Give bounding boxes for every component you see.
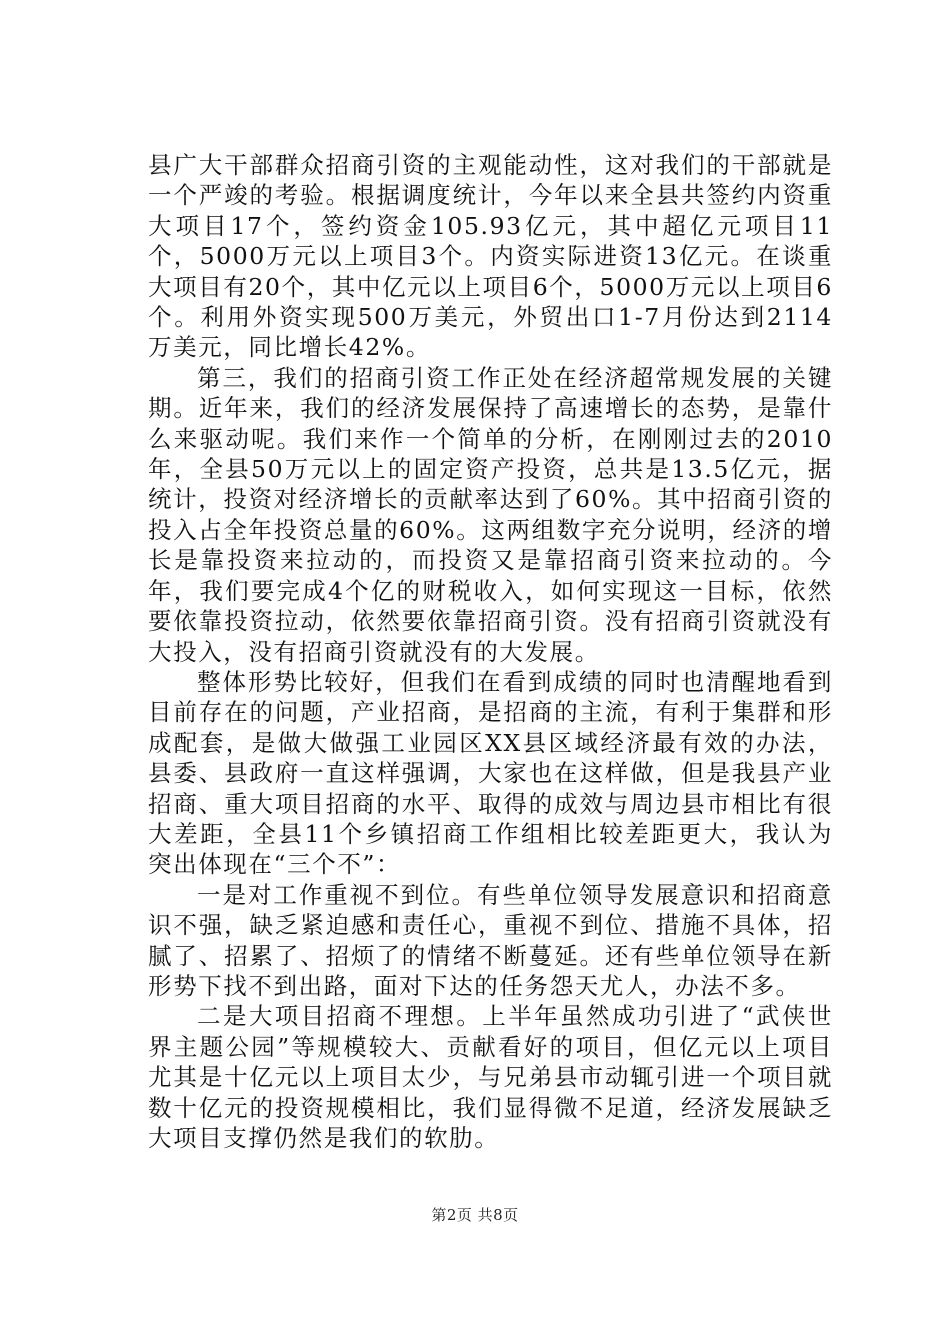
paragraph-3: 整体形势比较好，但我们在看到成绩的同时也清醒地看到目前存在的问题，产业招商，是招商的主流，有利于集群和形成配套，是做大做强工业园区XX县区域经济最有效的办法，县委、县政府一直这样强调，大家也在这样做，但是我县产业招商、重大项目招商的水平、取得的成效与周边县市相比有很大差距，全县11个乡镇招商工作组相比较差距更大，我认为突出体现在“三个不”： — [148, 667, 833, 879]
document-body — [148, 150, 833, 1153]
paragraph-1: 县广大干部群众招商引资的主观能动性，这对我们的干部就是一个严竣的考验。根据调度统计，今年以来全县共签约内资重大项目17个，签约资金105.93亿元，其中超亿元项目11个，5000万元以上项目3个。内资实际进资13亿元。在谈重大项目有20个，其中亿元以上项目6个，5000万元以上项目6个。利用外资实现500万美元，外贸出口1-7月份达到2114万美元，同比增长42%。 — [148, 151, 833, 362]
paragraph-5: 二是大项目招商不理想。上半年虽然成功引进了“武侠世界主题公园”等规模较大、贡献看好的项目，但亿元以上项目尤其是十亿元以上项目太少，与兄弟县市动辄引进一个项目就数十亿元的投资规模相比，我们显得微不足道，经济发展缺乏大项目支撑仍然是我们的软肋。 — [148, 1002, 833, 1152]
paragraph-4: 一是对工作重视不到位。有些单位领导发展意识和招商意识不强，缺乏紧迫感和责任心，重视不到位、措施不具体，招腻了、招累了、招烦了的情绪不断蔓延。还有些单位领导在新形势下找不到出路，面对下达的任务怨天尤人，办法不多。 — [148, 880, 833, 1000]
page-footer — [0, 1204, 950, 1225]
paragraph-2: 第三，我们的招商引资工作正处在经济超常规发展的关键期。近年来，我们的经济发展保持了高速增长的态势，是靠什么来驱动呢。我们来作一个简单的分析，在刚刚过去的2010年，全县50万元以上的固定资产投资，总共是13.5亿元，据统计，投资对经济增长的贡献率达到了60%。其中招商引资的投入占全年投资总量的60%。这两组数字充分说明，经济的增长是靠投资来拉动的，而投资又是靠招商引资来拉动的。今年，我们要完成4个亿的财税收入，如何实现这一目标，依然要依靠投资拉动，依然要依靠招商引资。没有招商引资就没有大投入，没有招商引资就没有的大发展。 — [148, 363, 833, 666]
page-number-label: 第2页 共8页 — [431, 1206, 519, 1224]
